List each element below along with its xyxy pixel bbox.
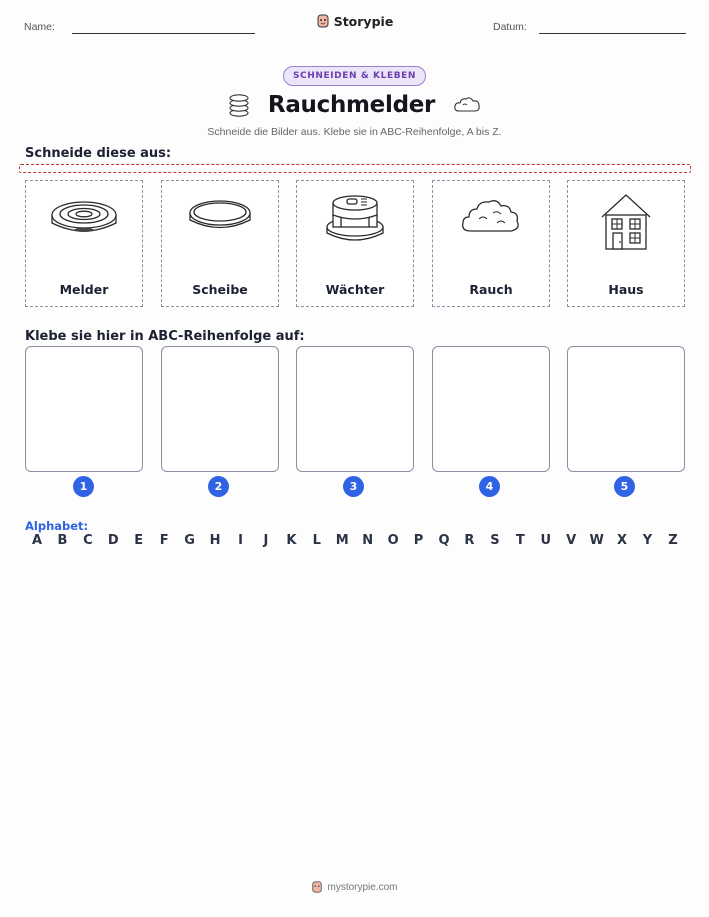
cut-card-scheibe[interactable] (161, 180, 279, 307)
alphabet-letter: K (286, 533, 297, 548)
alphabet-letter: J (263, 533, 269, 548)
alphabet-letter: U (540, 533, 552, 548)
alphabet-title: Alphabet: (25, 519, 89, 533)
name-label: Name: (24, 21, 55, 33)
paste-slot-2[interactable] (161, 346, 279, 472)
alphabet-letter: O (387, 533, 399, 548)
alphabet-letter: X (617, 533, 628, 548)
alphabet-letter: A (31, 533, 43, 548)
footer (0, 880, 709, 894)
alphabet-letter: M (335, 533, 349, 548)
alphabet-letter: B (57, 533, 68, 548)
alphabet-letter: Z (668, 533, 678, 548)
brand-logo (0, 13, 709, 29)
alphabet-letter: S (490, 533, 500, 548)
activity-tag: SCHNEIDEN & KLEBEN (283, 66, 426, 86)
slot-number-badge: 5 (614, 476, 635, 497)
storypie-mascot-icon (316, 13, 330, 29)
footer-url[interactable]: mystorypie.com (327, 881, 398, 893)
alphabet-letter: V (566, 533, 577, 548)
cut-line (19, 164, 691, 173)
slot-number-badge: 4 (479, 476, 500, 497)
page-title: Rauchmelder (267, 92, 436, 118)
smoke-detector-icon (44, 189, 124, 249)
alarm-device-icon (315, 189, 395, 249)
brand-name: Storypie (333, 13, 394, 29)
paste-section-title: Klebe sie hier in ABC-Reihenfolge auf: (25, 329, 305, 344)
smoke-cloud-icon (451, 189, 531, 249)
alphabet-letter: T (515, 533, 525, 548)
alphabet-letter: C (83, 533, 93, 548)
alphabet-letter: P (413, 533, 424, 548)
alphabet-letter: E (134, 533, 144, 548)
card-label: Wächter (325, 282, 385, 297)
alphabet-letter: L (312, 533, 321, 548)
paste-slot-5[interactable] (567, 346, 685, 472)
alphabet-letter: H (209, 533, 221, 548)
cut-section-title: Schneide diese aus: (25, 146, 172, 161)
paste-slot-1[interactable] (25, 346, 143, 472)
cut-card-haus[interactable] (567, 180, 685, 307)
instructions: Schneide die Bilder aus. Klebe sie in ABC-Reihenfolge, A bis Z. (207, 126, 502, 138)
date-label: Datum: (493, 21, 527, 33)
coin-stack-icon (228, 92, 250, 118)
cut-card-rauch[interactable] (432, 180, 550, 307)
alphabet-row (25, 533, 685, 548)
alphabet-letter: F (159, 533, 169, 548)
alphabet-letter: I (238, 533, 243, 548)
alphabet-letter: D (107, 533, 119, 548)
card-label: Rauch (469, 282, 513, 297)
paste-slot-3[interactable] (296, 346, 414, 472)
card-label: Melder (59, 282, 109, 297)
date-field-line[interactable] (539, 33, 686, 34)
cut-card-melder[interactable] (25, 180, 143, 307)
alphabet-letter: N (362, 533, 374, 548)
cut-card-waechter[interactable] (296, 180, 414, 307)
alphabet-letter: Y (642, 533, 653, 548)
disc-icon (180, 189, 260, 249)
slot-number-badge: 1 (73, 476, 94, 497)
storypie-mascot-icon (311, 880, 323, 894)
alphabet-letter: R (464, 533, 475, 548)
alphabet-letter: W (589, 533, 604, 548)
card-label: Haus (608, 282, 644, 297)
card-label: Scheibe (192, 282, 248, 297)
cloud-icon (453, 95, 481, 115)
alphabet-letter: Q (438, 533, 450, 548)
alphabet-letter: G (184, 533, 195, 548)
paste-slot-4[interactable] (432, 346, 550, 472)
house-icon (586, 189, 666, 251)
slot-number-badge: 2 (208, 476, 229, 497)
name-field-line[interactable] (72, 33, 255, 34)
slot-number-badge: 3 (343, 476, 364, 497)
